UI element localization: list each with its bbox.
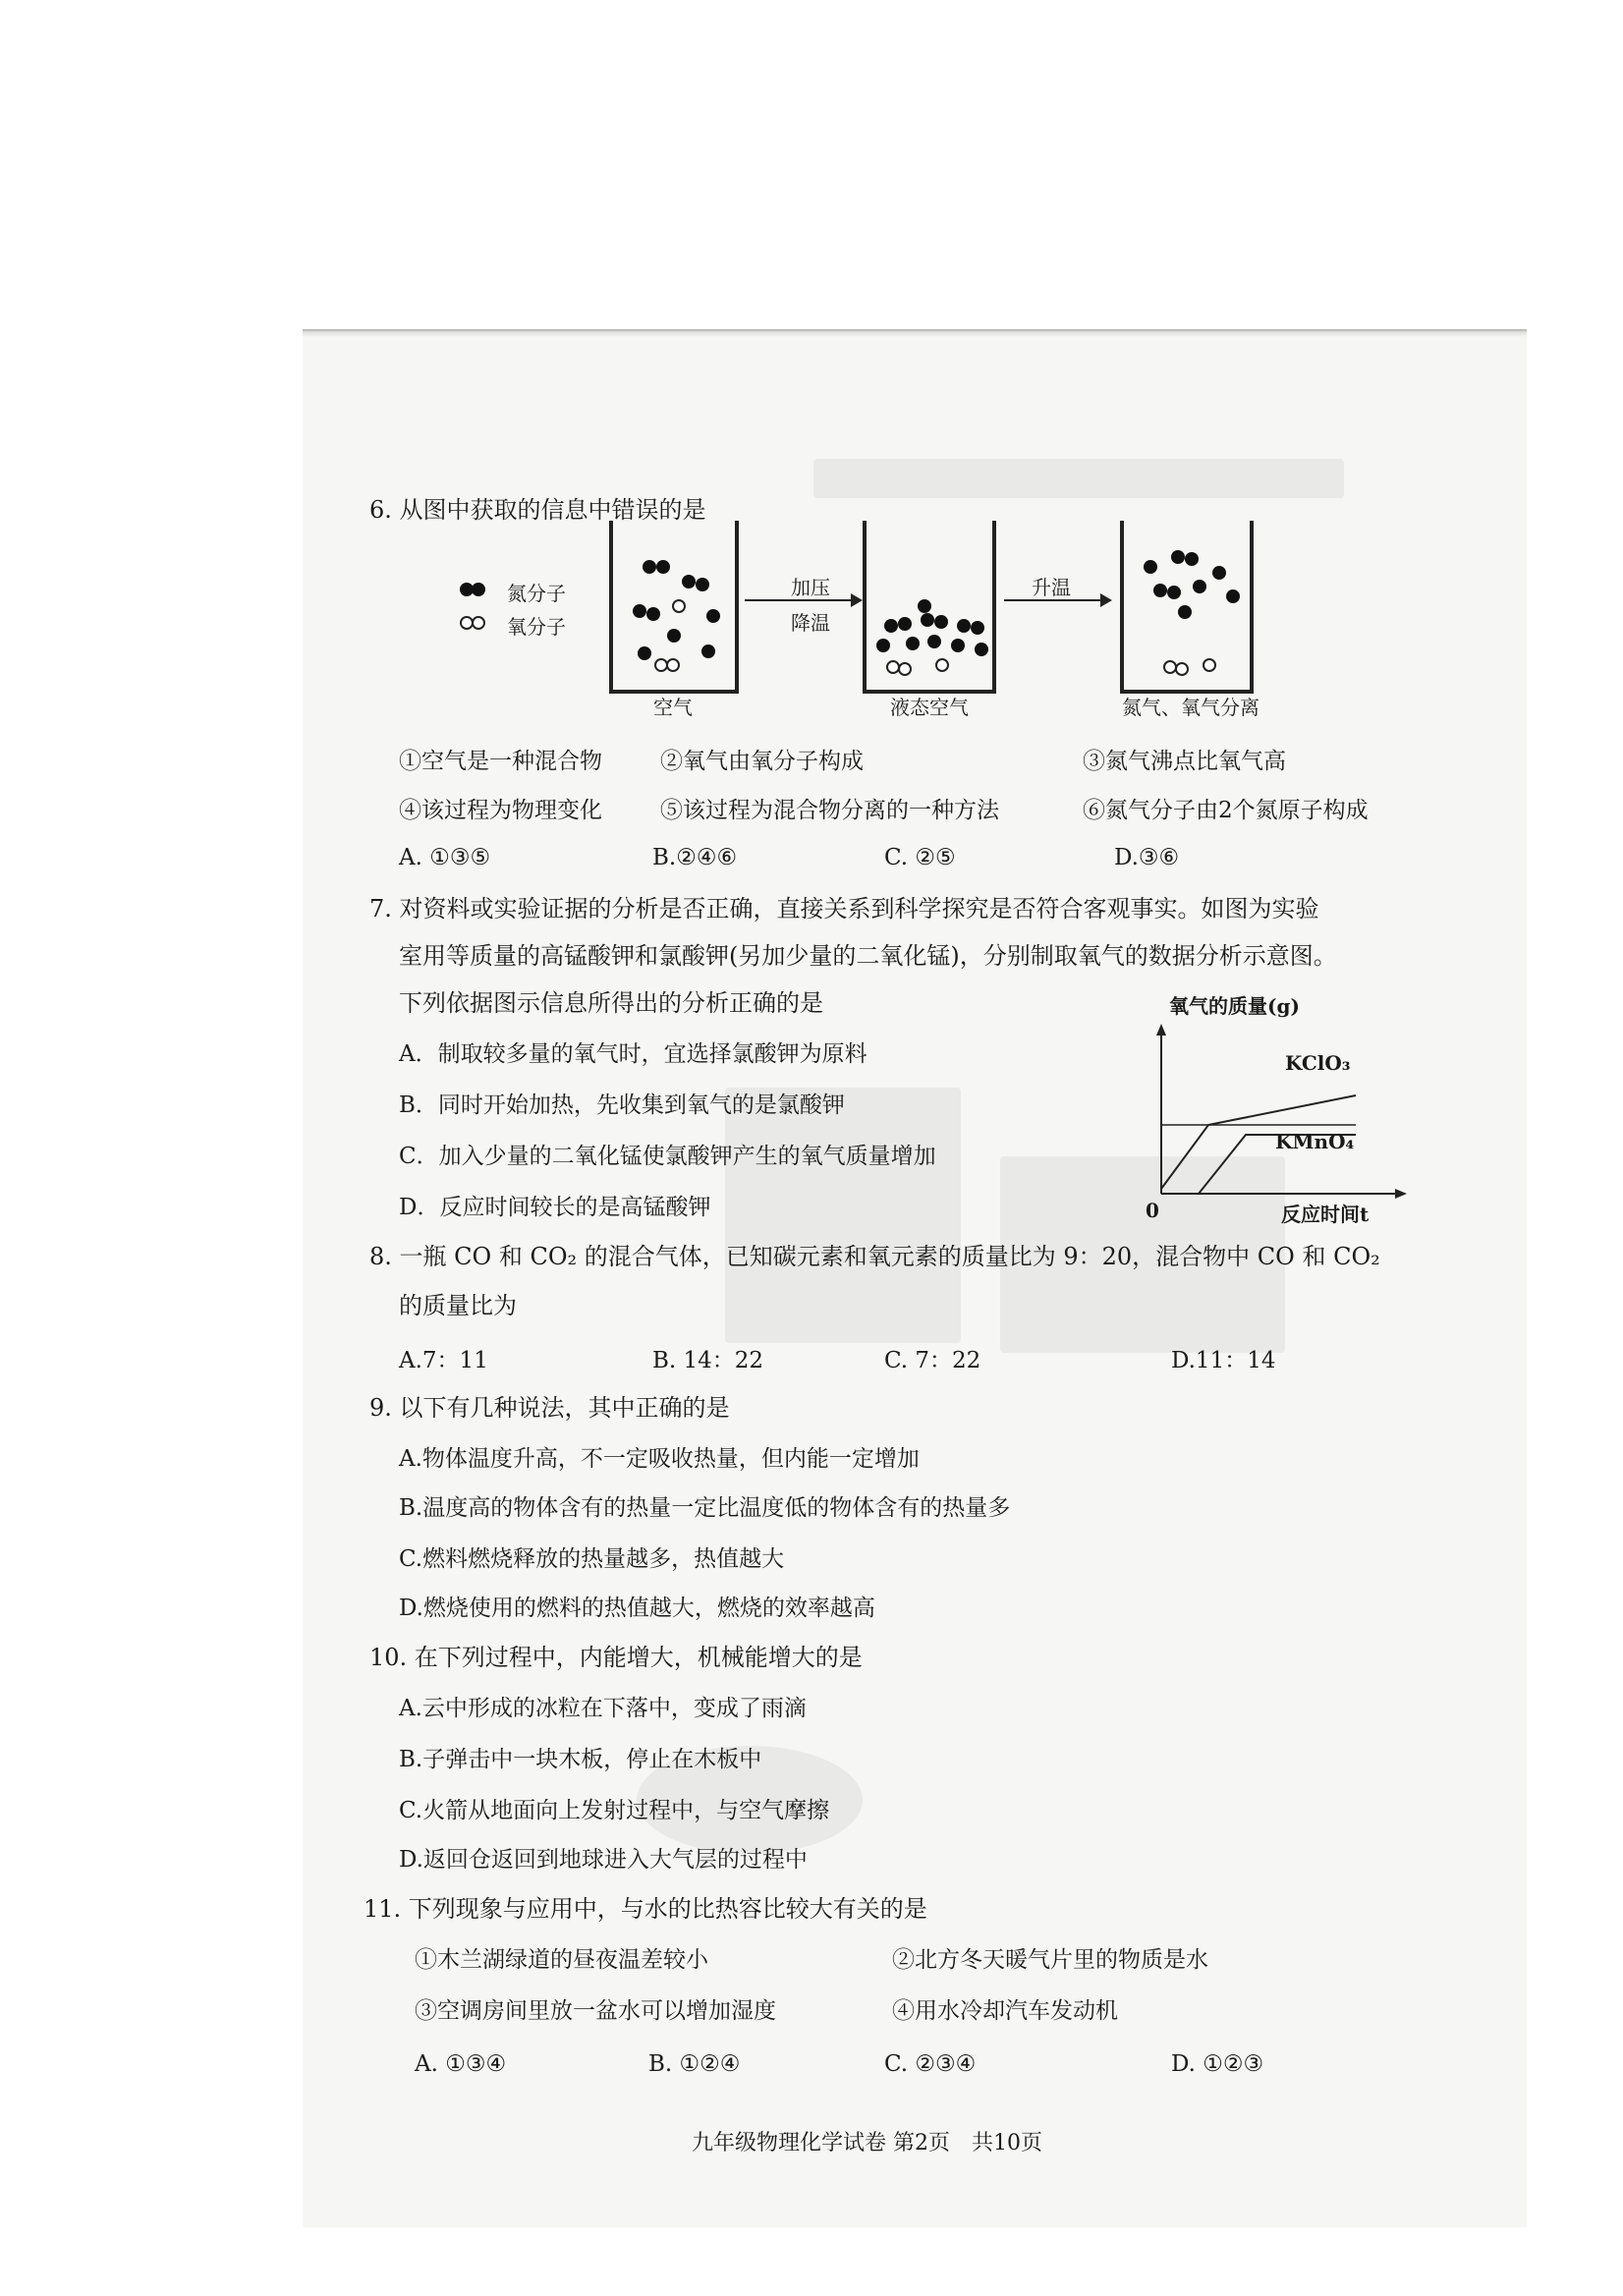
nitrogen-molecule-icon — [898, 617, 912, 631]
nitrogen-molecule-icon — [1185, 552, 1199, 566]
arrow-heat-label: 升温 — [1032, 576, 1071, 599]
q6-statement-2: ②氧气由氧分子构成 — [660, 749, 864, 774]
legend-oxygen-label: 氧分子 — [507, 615, 566, 639]
q8-option-b[interactable]: B. 14：22 — [652, 1348, 764, 1373]
q11-option-b[interactable]: B. ①②④ — [648, 2051, 741, 2077]
arrow-head-icon — [851, 593, 863, 607]
nitrogen-molecule-icon — [927, 635, 941, 648]
oxygen-molecule-icon — [1175, 662, 1189, 676]
arrow-cool-label: 降温 — [791, 611, 830, 635]
nitrogen-molecule-icon — [667, 629, 681, 643]
beaker-liquid-air-label: 液态空气 — [890, 696, 969, 719]
q6-statement-1: ①空气是一种混合物 — [399, 749, 602, 774]
q8-line-1: 8. 一瓶 CO 和 CO₂ 的混合气体，已知碳元素和氧元素的质量比为 9：20，混合物中 CO 和 CO₂ — [369, 1243, 1380, 1270]
q10-stem: 10. 在下列过程中，内能增大，机械能增大的是 — [369, 1644, 863, 1671]
nitrogen-molecule-icon — [656, 560, 670, 574]
q11-statement-1: ①木兰湖绿道的昼夜温差较小 — [415, 1947, 708, 1973]
q6-option-a[interactable]: A. ①③⑤ — [399, 845, 491, 870]
oxygen-molecule-icon — [935, 658, 949, 672]
nitrogen-molecule-icon — [876, 639, 890, 652]
nitrogen-molecule-icon — [1193, 580, 1206, 593]
arrow-pressurize-label: 加压 — [791, 576, 830, 599]
oxygen-molecule-icon — [472, 616, 485, 630]
q6-stem: 6. 从图中获取的信息中错误的是 — [369, 496, 706, 524]
q11-statement-2: ②北方冬天暖气片里的物质是水 — [892, 1947, 1208, 1973]
q8-line-2: 的质量比为 — [399, 1292, 517, 1319]
q10-option-a[interactable]: A.云中形成的冰粒在下落中，变成了雨滴 — [399, 1696, 807, 1721]
graph-series-kmno4: KMnO₄ — [1275, 1130, 1355, 1153]
beaker-air-label: 空气 — [653, 696, 693, 719]
nitrogen-molecule-icon — [633, 604, 646, 618]
arrow-head-icon — [1100, 593, 1112, 607]
nitrogen-molecule-icon — [1212, 566, 1226, 580]
q9-option-b[interactable]: B.温度高的物体含有的热量一定比温度低的物体含有的热量多 — [399, 1495, 1011, 1521]
q6-statement-4: ④该过程为物理变化 — [399, 798, 602, 823]
nitrogen-molecule-icon — [921, 613, 934, 627]
beaker-separated-label: 氮气、氧气分离 — [1122, 696, 1259, 719]
q11-statement-3: ③空调房间里放一盆水可以增加湿度 — [415, 1998, 776, 2024]
q8-option-c[interactable]: C. 7：22 — [884, 1348, 981, 1373]
q7-option-c[interactable]: C．加入少量的二氧化锰使氯酸钾产生的氧气质量增加 — [399, 1144, 936, 1169]
q11-stem: 11. 下列现象与应用中，与水的比热容比较大有关的是 — [364, 1895, 927, 1923]
q10-option-b[interactable]: B.子弹击中一块木板，停止在木板中 — [399, 1747, 762, 1772]
nitrogen-molecule-icon — [643, 560, 656, 574]
graph-series-kclo3: KClO₃ — [1285, 1051, 1351, 1075]
oxygen-molecule-icon — [666, 658, 680, 672]
q6-statement-6: ⑥氮气分子由2个氮原子构成 — [1083, 798, 1369, 823]
q10-option-c[interactable]: C.火箭从地面向上发射过程中，与空气摩擦 — [399, 1798, 830, 1823]
q7-line-3: 下列依据图示信息所得出的分析正确的是 — [399, 989, 823, 1017]
nitrogen-molecule-icon — [951, 639, 965, 652]
nitrogen-molecule-icon — [1226, 589, 1240, 603]
q10-option-d[interactable]: D.返回仓返回到地球进入大气层的过程中 — [399, 1847, 808, 1873]
q6-option-d[interactable]: D.③⑥ — [1114, 845, 1180, 870]
q9-stem: 9. 以下有几种说法，其中正确的是 — [369, 1394, 730, 1422]
beaker-air — [609, 521, 739, 694]
q7-option-d[interactable]: D．反应时间较长的是高锰酸钾 — [399, 1195, 711, 1220]
q7-line-1: 7. 对资料或实验证据的分析是否正确，直接关系到科学探究是否符合客观事实。如图为实验 — [369, 895, 1319, 923]
nitrogen-molecule-icon — [975, 643, 988, 656]
nitrogen-molecule-icon — [646, 607, 660, 621]
nitrogen-molecule-icon — [1144, 560, 1157, 574]
nitrogen-molecule-icon — [701, 644, 715, 658]
beaker-separated — [1120, 521, 1254, 694]
q6-option-c[interactable]: C. ②⑤ — [884, 845, 956, 870]
q11-option-a[interactable]: A. ①③④ — [415, 2051, 507, 2077]
legend-nitrogen-label: 氮分子 — [507, 582, 566, 605]
page-footer: 九年级物理化学试卷 第2页 共10页 — [692, 2131, 1042, 2156]
oxygen-mass-graph — [1120, 992, 1415, 1228]
oxygen-molecule-icon — [672, 599, 686, 613]
nitrogen-molecule-icon — [706, 609, 720, 623]
x-axis-arrow-icon — [1395, 1189, 1407, 1199]
graph-y-label: 氧气的质量(g) — [1169, 994, 1300, 1018]
q11-option-d[interactable]: D. ①②③ — [1171, 2051, 1264, 2077]
nitrogen-molecule-icon — [884, 619, 898, 633]
q7-line-2: 室用等质量的高锰酸钾和氯酸钾(另加少量的二氧化锰)，分别制取氧气的数据分析示意图。 — [399, 942, 1337, 970]
nitrogen-molecule-icon — [638, 646, 651, 660]
q9-option-c[interactable]: C.燃料燃烧释放的热量越多，热值越大 — [399, 1546, 785, 1572]
beaker-liquid-air — [863, 521, 996, 694]
q9-option-a[interactable]: A.物体温度升高，不一定吸收热量，但内能一定增加 — [399, 1446, 920, 1472]
y-axis-arrow-icon — [1156, 1024, 1166, 1036]
nitrogen-molecule-icon — [906, 637, 920, 650]
q11-statement-4: ④用水冷却汽车发动机 — [892, 1998, 1118, 2024]
oxygen-molecule-icon — [898, 662, 912, 676]
q7-option-b[interactable]: B．同时开始加热，先收集到氧气的是氯酸钾 — [399, 1092, 845, 1118]
nitrogen-molecule-icon — [1171, 550, 1185, 564]
q6-statement-3: ③氮气沸点比氧气高 — [1083, 749, 1286, 774]
nitrogen-molecule-icon — [1153, 584, 1167, 597]
q6-option-b[interactable]: B.②④⑥ — [652, 845, 738, 870]
bleed-through-title — [813, 459, 1344, 498]
q8-option-d[interactable]: D.11：14 — [1171, 1348, 1276, 1373]
nitrogen-molecule-icon — [696, 578, 709, 591]
nitrogen-molecule-icon — [1167, 586, 1181, 599]
oxygen-molecule-icon — [1203, 658, 1216, 672]
nitrogen-molecule-icon — [1178, 605, 1192, 619]
nitrogen-molecule-icon — [957, 619, 971, 633]
q11-option-c[interactable]: C. ②③④ — [884, 2051, 977, 2077]
q7-option-a[interactable]: A．制取较多量的氧气时，宜选择氯酸钾为原料 — [399, 1041, 867, 1067]
graph-x-label: 反应时间t — [1281, 1203, 1370, 1226]
q9-option-d[interactable]: D.燃烧使用的燃料的热值越大，燃烧的效率越高 — [399, 1596, 875, 1621]
bleed-through-block — [725, 1088, 961, 1343]
nitrogen-molecule-icon — [918, 599, 931, 613]
nitrogen-molecule-icon — [934, 615, 948, 629]
nitrogen-molecule-icon — [472, 583, 485, 596]
nitrogen-molecule-icon — [971, 621, 984, 635]
graph-origin: 0 — [1146, 1199, 1159, 1222]
q6-statement-5: ⑤该过程为混合物分离的一种方法 — [660, 798, 999, 823]
q7-oxygen-graph — [1120, 992, 1415, 1228]
q8-option-a[interactable]: A.7：11 — [399, 1348, 488, 1373]
nitrogen-molecule-icon — [682, 575, 696, 588]
